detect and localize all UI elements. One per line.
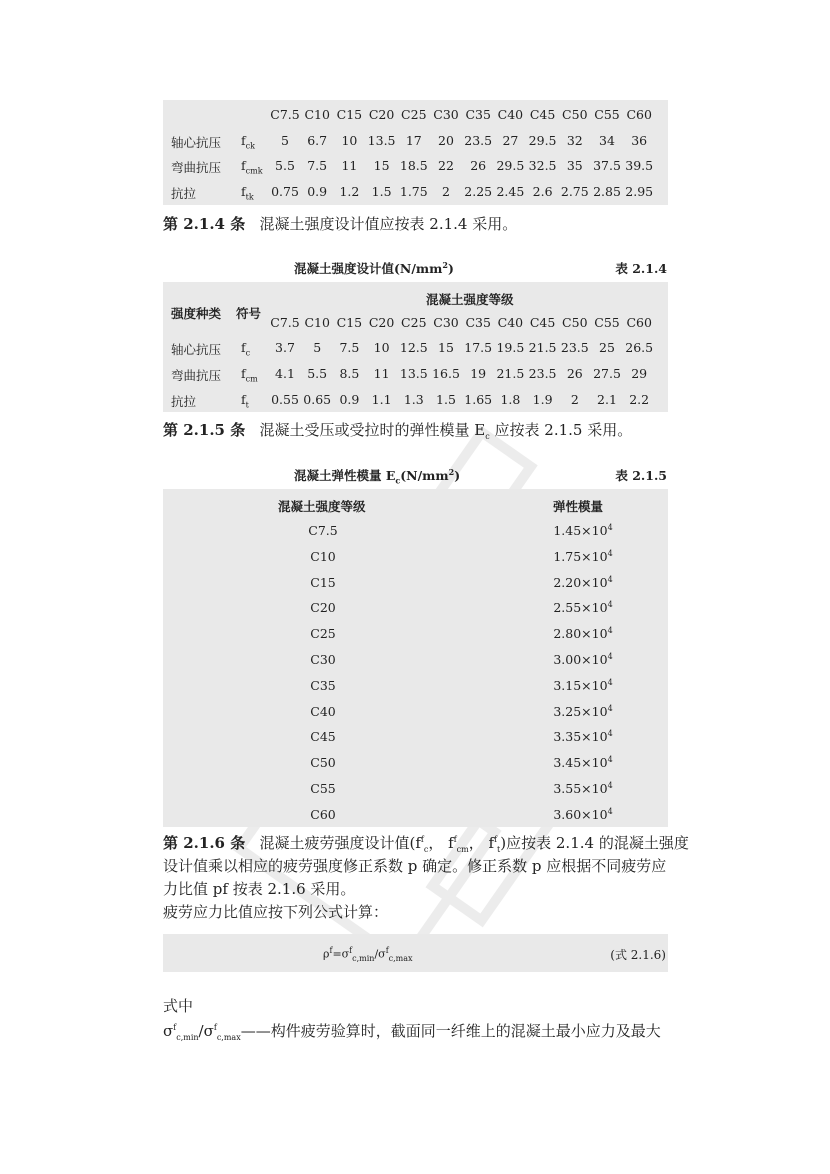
value-cell: 21.5 <box>496 366 525 381</box>
table-row <box>163 781 668 807</box>
modulus-cell: $3.60\times 10^4$ <box>553 806 613 822</box>
strength-type: 抗拉 <box>171 394 197 409</box>
value-cell: 35 <box>566 158 583 173</box>
value-cell: 27 <box>502 133 519 148</box>
value-cell: 2.6 <box>532 184 553 199</box>
table-row <box>163 523 668 549</box>
value-cell: 1.1 <box>371 392 392 407</box>
value-cell: 5 <box>281 133 289 148</box>
formula-box <box>163 934 668 972</box>
design-value-table <box>163 282 668 412</box>
table-row <box>163 652 668 678</box>
grade-cell: C55 <box>310 781 336 796</box>
table-row <box>163 704 668 730</box>
value-cell: 10 <box>373 340 390 355</box>
value-cell: 22 <box>438 158 454 173</box>
value-cell: 2.75 <box>560 184 589 199</box>
table-title: 混凝土弹性模量 $E_c(N/mm^2)$ <box>294 466 461 486</box>
col-modulus: 弹性模量 <box>553 499 604 514</box>
elastic-modulus-table <box>163 489 668 827</box>
value-cell: 11 <box>341 158 358 173</box>
grade-header: C10 <box>304 107 330 122</box>
value-cell: 1.5 <box>436 392 456 407</box>
modulus-cell: $1.75\times 10^4$ <box>553 548 613 564</box>
value-cell: 7.5 <box>339 340 360 355</box>
value-cell: 15 <box>373 158 390 173</box>
col-grade: 混凝土强度等级 <box>278 499 366 514</box>
value-cell: 0.75 <box>271 184 299 199</box>
grade-header: C60 <box>626 107 652 122</box>
modulus-cell: $3.15\times 10^4$ <box>553 677 613 693</box>
value-cell: 19.5 <box>496 340 525 355</box>
grade-header: C40 <box>497 107 524 122</box>
grade-cell: C45 <box>310 729 336 745</box>
modulus-cell: $3.00\times 10^4$ <box>553 652 613 668</box>
symbol: $f_{tk}$ <box>241 184 254 202</box>
grade-header: C55 <box>594 315 620 330</box>
col-grade-group: 混凝土强度等级 <box>426 292 514 307</box>
value-cell: 26 <box>470 158 487 173</box>
grade-header: C15 <box>336 315 363 330</box>
value-cell: 20 <box>438 133 454 148</box>
value-cell: 19 <box>470 366 487 381</box>
table-title: 混凝土强度设计值$(N/mm^2)$ <box>294 259 454 276</box>
value-cell: 26.5 <box>625 340 654 355</box>
grade-header: C35 <box>465 107 491 122</box>
strength-type: 抗拉 <box>171 186 197 201</box>
strength-type: 弯曲抗压 <box>171 368 222 383</box>
value-cell: 26 <box>566 366 583 381</box>
value-cell: 39.5 <box>625 158 654 173</box>
table-row <box>163 755 668 781</box>
grade-cell: C30 <box>310 652 336 667</box>
value-cell: 17 <box>405 133 422 148</box>
value-cell: 0.9 <box>339 392 360 407</box>
modulus-cell: $2.55\times 10^4$ <box>553 600 613 616</box>
formula: $\rho^f=\sigma^f_{c,min}/\sigma^f_{c,max}$ <box>323 946 413 963</box>
grade-header: C7.5 <box>270 315 300 330</box>
clause-2-1-5: 第 2.1.5 条 混凝土受压或受拉时的弹性模量 $E_c$ 应按表 2.1.5 采用。 <box>163 421 633 441</box>
table-row <box>163 549 668 575</box>
value-cell: 1.9 <box>532 392 553 407</box>
value-cell: 5.5 <box>275 158 295 173</box>
grade-header: C25 <box>401 107 427 122</box>
value-cell: 2.25 <box>464 184 493 199</box>
modulus-cell: $3.25\times 10^4$ <box>553 703 613 719</box>
modulus-cell: $3.55\times 10^4$ <box>553 781 613 797</box>
grade-header: C40 <box>497 315 524 330</box>
value-cell: 37.5 <box>593 158 621 173</box>
value-cell: 2.1 <box>597 392 617 407</box>
value-cell: 23.5 <box>464 133 493 148</box>
table-row <box>163 807 668 833</box>
grade-header: C20 <box>368 107 395 122</box>
table-row <box>163 678 668 704</box>
table-row <box>163 626 668 652</box>
value-cell: 2.45 <box>496 184 525 199</box>
standard-value-table <box>163 100 668 205</box>
grade-header: C50 <box>562 315 588 330</box>
where-line: $\sigma^f_{c,min}/\sigma^f_{c,max}——$构件疲劳验算时，截面同一纤维上的混凝土最小应力及最大 <box>163 1022 661 1042</box>
value-cell: 0.65 <box>303 392 332 407</box>
strength-type: 弯曲抗压 <box>171 160 222 175</box>
symbol: $f_{cm}$ <box>241 366 258 384</box>
value-cell: 32 <box>566 133 583 148</box>
modulus-cell: $2.80\times 10^4$ <box>553 626 613 642</box>
value-cell: 32.5 <box>528 158 557 173</box>
grade-cell: C50 <box>310 755 336 771</box>
clause-2-1-6-line1: 第 2.1.6 条 混凝土疲劳强度设计值($f^f_c$， $f^f_{cm}$， $f^f_t$)应按表 2.1.4 的混凝土强度 <box>163 834 689 854</box>
value-cell: 27.5 <box>593 366 621 381</box>
value-cell: 1.2 <box>339 184 360 199</box>
value-cell: 16.5 <box>432 366 460 381</box>
modulus-cell: $2.20\times 10^4$ <box>553 574 613 590</box>
table-row <box>163 575 668 601</box>
clause-label: 第 2.1.4 条 <box>163 215 246 233</box>
grade-header: C10 <box>304 315 330 330</box>
grade-header: C60 <box>626 315 652 330</box>
value-cell: 25 <box>599 340 615 355</box>
grade-header: C50 <box>562 107 588 122</box>
symbol: $f_t$ <box>241 392 249 410</box>
value-cell: 2.2 <box>629 392 650 407</box>
clause-2-1-6-line4: 疲劳应力比值应按下列公式计算： <box>163 903 389 921</box>
value-cell: 11 <box>373 366 390 381</box>
value-cell: 1.5 <box>371 184 392 199</box>
grade-header: C45 <box>529 107 556 122</box>
clause-2-1-6-line2: 设计值乘以相应的疲劳强度修正系数 p 确定。修正系数 p 应根据不同疲劳应 <box>163 857 667 875</box>
value-cell: 23.5 <box>528 366 557 381</box>
where-label: 式中 <box>163 997 194 1015</box>
value-cell: 29.5 <box>496 158 525 173</box>
value-cell: 3.7 <box>275 340 295 355</box>
value-cell: 18.5 <box>399 158 428 173</box>
value-cell: 0.9 <box>307 184 328 199</box>
value-cell: 2.85 <box>593 184 621 199</box>
grade-cell: C40 <box>310 703 336 719</box>
grade-header: C55 <box>594 107 620 122</box>
grade-header: C30 <box>433 107 459 122</box>
value-cell: 1.3 <box>403 392 424 407</box>
value-cell: 5.5 <box>307 366 328 381</box>
value-cell: 36 <box>631 133 648 148</box>
symbol: $f_{cmk}$ <box>241 158 263 176</box>
formula-tag: (式 2.1.6) <box>610 948 666 962</box>
value-cell: 34 <box>599 133 615 148</box>
value-cell: 5 <box>313 340 322 355</box>
symbol: $f_{ck}$ <box>241 133 255 151</box>
grade-cell: C20 <box>310 600 336 616</box>
modulus-cell: $1.45\times 10^4$ <box>553 523 613 539</box>
value-cell: 29 <box>631 366 648 381</box>
strength-type: 轴心抗压 <box>171 135 222 150</box>
value-cell: 13.5 <box>367 133 396 148</box>
col-strength-type: 强度种类 <box>171 306 222 321</box>
value-cell: 29.5 <box>528 133 557 148</box>
value-cell: 0.55 <box>271 392 299 407</box>
grade-header: C35 <box>465 315 491 330</box>
grade-header: C30 <box>433 315 459 330</box>
value-cell: 6.7 <box>307 133 328 148</box>
value-cell: 1.65 <box>464 392 493 407</box>
value-cell: 4.1 <box>275 366 295 381</box>
grade-cell: C10 <box>310 548 336 564</box>
value-cell: 1.8 <box>500 392 521 407</box>
symbol: $f_c$ <box>241 340 251 358</box>
col-symbol: 符号 <box>236 306 262 321</box>
grade-header: C45 <box>529 315 556 330</box>
strength-type: 轴心抗压 <box>171 342 222 357</box>
clause-2-1-4 <box>163 213 517 234</box>
grade-header: C7.5 <box>270 107 300 122</box>
clause-label: 第 2.1.6 条 <box>163 834 246 852</box>
table-row <box>163 729 668 755</box>
value-cell: 1.75 <box>399 184 428 199</box>
clause-2-1-6-line3: 力比值 pf 按表 2.1.6 采用。 <box>163 880 356 898</box>
table-number: 表 2.1.4 <box>615 261 667 276</box>
value-cell: 13.5 <box>399 366 428 381</box>
value-cell: 10 <box>341 133 358 148</box>
grade-cell: C25 <box>310 626 336 642</box>
grade-cell: C35 <box>310 677 336 693</box>
grade-cell: C7.5 <box>308 523 338 538</box>
modulus-cell: $3.45\times 10^4$ <box>553 755 613 771</box>
value-cell: 12.5 <box>399 340 428 355</box>
value-cell: 2.95 <box>625 184 654 199</box>
clause-text: 混凝土强度设计值应按表 2.1.4 采用。 <box>259 215 518 233</box>
value-cell: 8.5 <box>339 366 360 381</box>
table-number: 表 2.1.5 <box>615 468 667 483</box>
value-cell: 15 <box>438 340 454 355</box>
grade-header: C25 <box>401 315 427 330</box>
table-row <box>163 600 668 626</box>
value-cell: 2 <box>442 184 450 199</box>
value-cell: 2 <box>570 392 579 407</box>
modulus-cell: $3.35\times 10^4$ <box>553 729 613 745</box>
grade-header: C20 <box>368 315 395 330</box>
value-cell: 21.5 <box>528 340 557 355</box>
grade-header: C15 <box>336 107 363 122</box>
value-cell: 7.5 <box>307 158 328 173</box>
clause-label: 第 2.1.5 条 <box>163 421 246 439</box>
value-cell: 23.5 <box>560 340 589 355</box>
grade-cell: C15 <box>310 574 336 590</box>
value-cell: 17.5 <box>464 340 493 355</box>
grade-cell: C60 <box>310 806 336 822</box>
